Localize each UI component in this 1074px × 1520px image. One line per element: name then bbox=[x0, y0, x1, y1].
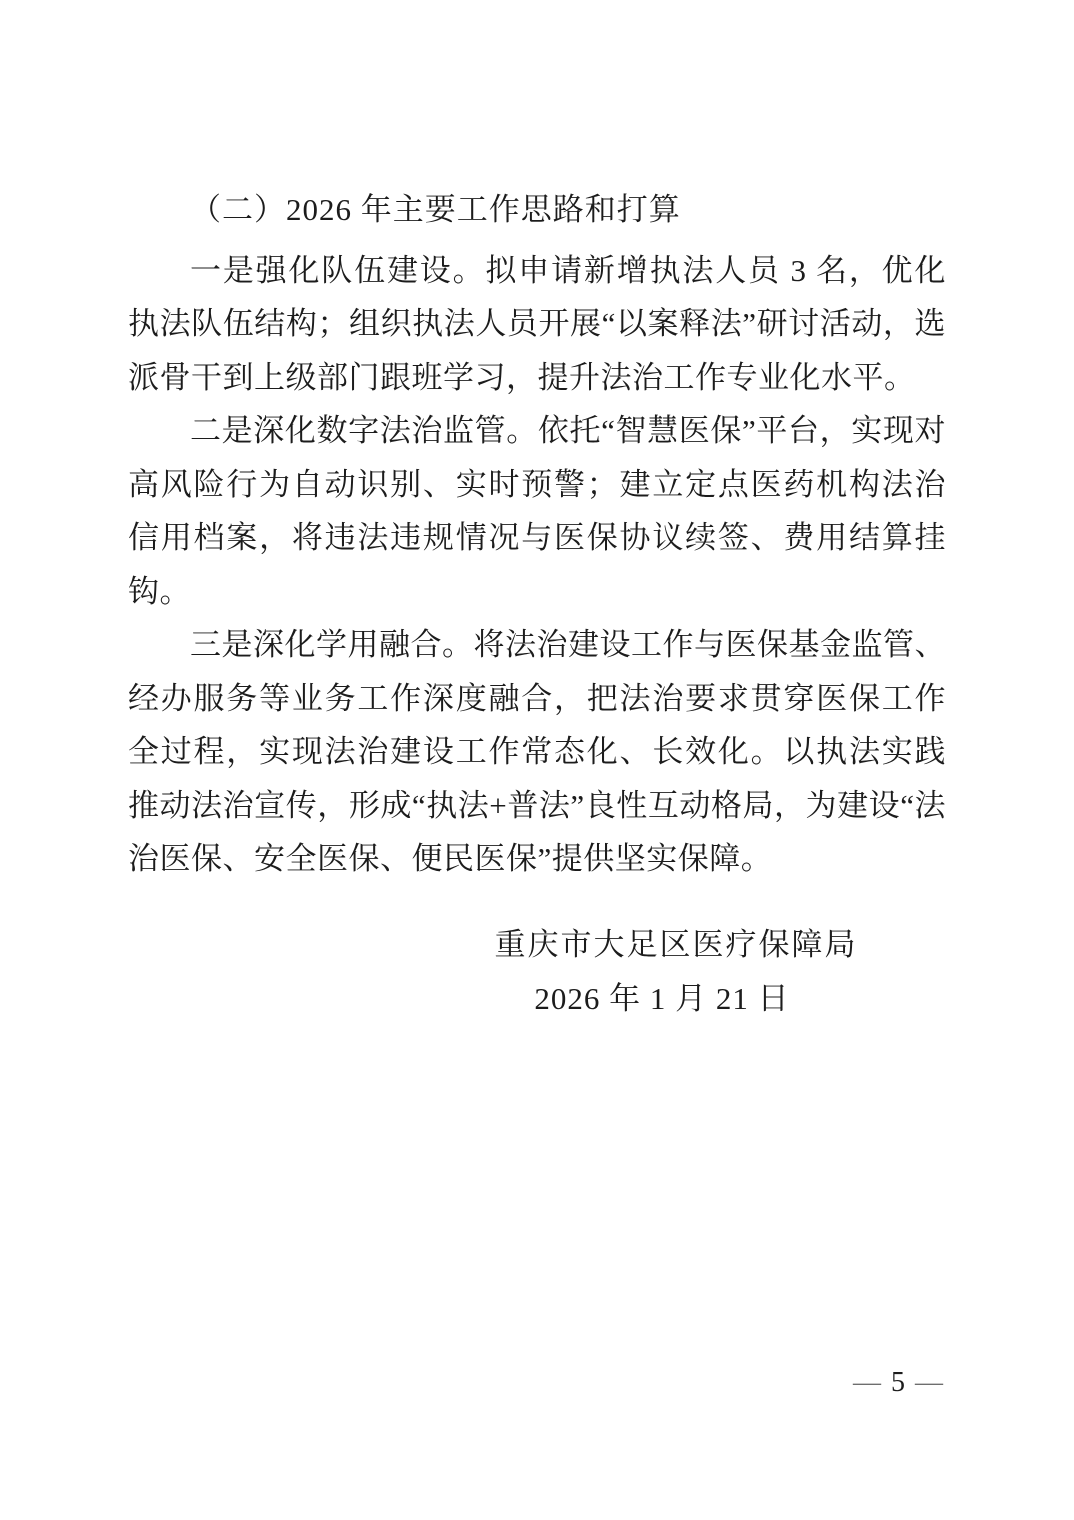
footer-dash-right: — bbox=[915, 1367, 943, 1398]
footer-dash-left: — bbox=[853, 1367, 881, 1398]
page-footer bbox=[843, 1363, 953, 1403]
document-body bbox=[128, 183, 946, 886]
issuing-authority: 重庆市大足区医疗保障局 bbox=[494, 927, 858, 962]
section-heading: （二）2026 年主要工作思路和打算 bbox=[190, 192, 681, 227]
paragraph-digital-supervision: 二是深化数字法治监管。依托“智慧医保”平台，实现对高风险行为自动识别、实时预警；建立定点医药机构法治信用档案，将违法违规情况与医保协议续签、费用结算挂钩。 bbox=[128, 413, 946, 609]
paragraph-integration: 三是深化学用融合。将法治建设工作与医保基金监管、经办服务等业务工作深度融合，把法治要求贯穿医保工作全过程，实现法治建设工作常态化、长效化。以执法实践推动法治宣传，形成“执法+普法”良性互动格局，为建设“法治医保、安全医保、便民医保”提供坚实保障。 bbox=[128, 627, 946, 876]
paragraph-team-building: 一是强化队伍建设。拟申请新增执法人员 3 名，优化执法队伍结构；组织执法人员开展“以案释法”研讨活动，选派骨干到上级部门跟班学习，提升法治工作专业化水平。 bbox=[128, 252, 946, 395]
issue-date: 2026 年 1 月 21 日 bbox=[534, 981, 790, 1016]
page-number: 5 bbox=[891, 1367, 905, 1398]
